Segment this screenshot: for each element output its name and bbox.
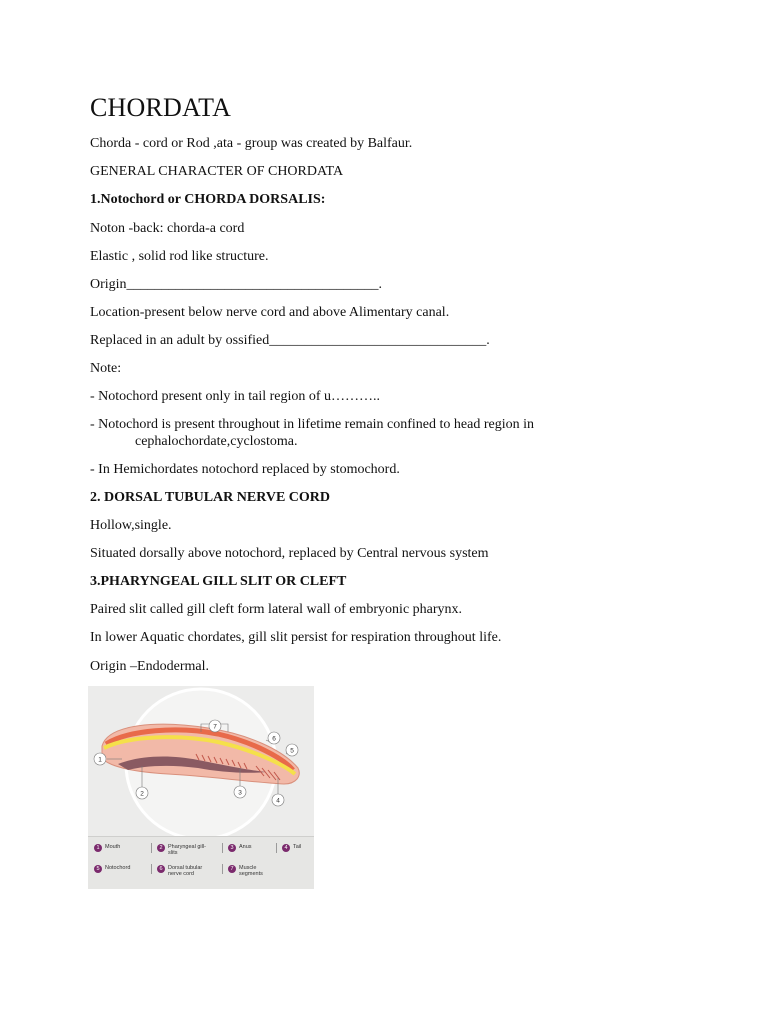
note-item: - In Hemichordates notochord replaced by stomochord. <box>90 462 400 477</box>
chordate-diagram <box>88 686 314 889</box>
legend-item-mouth: 1 Mouth <box>94 844 120 852</box>
text-line: Origin –Endodermal. <box>90 659 209 674</box>
legend-item-nerve-cord: 6 Dorsal tubular nerve cord <box>157 865 219 877</box>
legend-item-gill-slits: 2 Pharyngeal gill-slits <box>157 844 217 856</box>
callout-2: 2 <box>140 790 144 798</box>
text-line: Paired slit called gill cleft form lateral wall of embryonic pharynx. <box>90 602 463 617</box>
callout-1: 1 <box>98 756 102 764</box>
legend-item-tail: 4 Tail <box>282 844 301 852</box>
gill-slit-heading: 3.PHARYNGEAL GILL SLIT OR CLEFT <box>90 574 347 589</box>
notochord-heading: 1.Notochord or CHORDA DORSALIS: <box>90 192 326 207</box>
diagram-legend <box>88 836 314 889</box>
section-heading: GENERAL CHARACTER OF CHORDATA <box>90 164 344 179</box>
text-line: In lower Aquatic chordates, gill slit persist for respiration throughout life. <box>90 630 502 645</box>
callout-5: 5 <box>290 747 294 755</box>
intro-text: Chorda - cord or Rod ,ata - group was created by Balfaur. <box>90 136 413 151</box>
callout-4: 4 <box>276 797 280 805</box>
text-line: Location-present below nerve cord and above Alimentary canal. <box>90 305 450 320</box>
ossified-blank-line: Replaced in an adult by ossified_______________________________. <box>90 333 490 348</box>
callout-3: 3 <box>238 789 242 797</box>
text-line: Elastic , solid rod like structure. <box>90 249 269 264</box>
nerve-cord-heading: 2. DORSAL TUBULAR NERVE CORD <box>90 490 331 505</box>
note-item: - Notochord is present throughout in lifetime remain confined to head region in <box>90 417 534 432</box>
origin-blank-line: Origin____________________________________. <box>90 277 383 292</box>
text-line: Hollow,single. <box>90 518 172 533</box>
chordate-body-illustration <box>88 686 314 836</box>
legend-item-anus: 3 Anus <box>228 844 252 852</box>
note-item: - Notochord present only in tail region of u……….. <box>90 389 381 404</box>
callout-7: 7 <box>213 723 217 731</box>
note-label: Note: <box>90 361 122 376</box>
text-line: Situated dorsally above notochord, replaced by Central nervous system <box>90 546 489 561</box>
callout-6: 6 <box>272 735 276 743</box>
legend-item-muscle-segments: 7 Muscle segments <box>228 865 288 877</box>
note-item-continued: cephalochordate,cyclostoma. <box>135 434 298 449</box>
page-title: CHORDATA <box>90 93 232 122</box>
legend-item-notochord: 5 Notochord <box>94 865 130 873</box>
text-line: Noton -back: chorda-a cord <box>90 221 245 236</box>
